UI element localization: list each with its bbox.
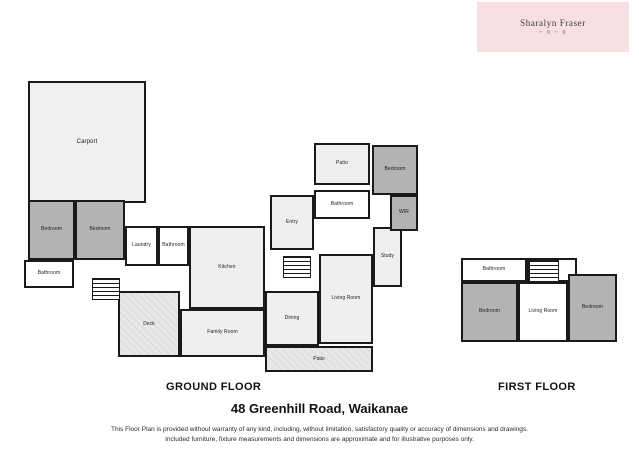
room-label: Living Room xyxy=(331,295,361,302)
room-study xyxy=(373,227,402,287)
room-bedroom-2 xyxy=(75,200,125,260)
room-carport xyxy=(28,81,146,203)
outdoor-patio-lower xyxy=(265,346,373,372)
room-ff-living-room xyxy=(518,282,568,342)
room-label: Entry xyxy=(285,218,299,225)
room-label: WIR xyxy=(398,209,410,216)
room-label: Bedroom xyxy=(582,304,603,311)
room-bathroom-2 xyxy=(158,226,189,266)
stairs-ground-left xyxy=(92,278,120,300)
stairs-first xyxy=(529,260,559,282)
brand-plate xyxy=(477,2,629,52)
room-family-room xyxy=(180,309,265,357)
room-ff-bedroom-2 xyxy=(568,274,617,342)
room-label: Carport xyxy=(76,138,98,145)
ground-floor-caption: GROUND FLOOR xyxy=(166,381,262,393)
first-floor-caption: FIRST FLOOR xyxy=(498,381,576,393)
room-kitchen xyxy=(189,226,265,309)
room-label: Patio xyxy=(336,160,348,167)
floor-plan-canvas xyxy=(0,60,639,370)
room-label: Dining xyxy=(284,314,300,321)
room-label: Bedroom xyxy=(384,166,406,173)
room-ff-bedroom-1 xyxy=(461,282,518,342)
property-address: 48 Greenhill Road, Waikanae xyxy=(230,401,409,416)
room-label: Bedroom xyxy=(479,308,500,315)
outdoor-label: Patio xyxy=(313,356,325,362)
room-label: Living Room xyxy=(528,308,558,315)
room-label: Study xyxy=(380,253,395,260)
room-laundry xyxy=(125,226,158,266)
room-label: Bedroom xyxy=(41,226,62,233)
room-label: Laundry xyxy=(132,242,151,249)
room-label: Bathroom xyxy=(330,200,354,207)
room-living-room xyxy=(319,254,373,344)
room-label: Bathroom xyxy=(482,266,506,273)
stairs-ground-mid xyxy=(283,256,311,278)
room-label: Family Room xyxy=(207,329,238,336)
outdoor-label: Deck xyxy=(143,321,155,327)
room-label: Bathroom xyxy=(162,242,185,249)
brand-tagline: ~ 9 ~ 9 xyxy=(538,30,568,36)
room-patio-upper xyxy=(314,143,370,185)
disclaimer-line-1: This Floor Plan is provided without warranty of any kind, including, without limitation, satisfactory quality or accuracy of dimensions and drawings. xyxy=(111,426,528,433)
outdoor-deck xyxy=(118,291,180,357)
room-dining xyxy=(265,291,319,346)
room-bedroom-3 xyxy=(372,145,418,195)
room-bathroom-gf xyxy=(24,260,74,288)
brand-name: Sharalyn Fraser xyxy=(520,18,586,28)
room-label: Bathroom xyxy=(37,270,61,277)
disclaimer xyxy=(0,425,639,445)
room-ff-bathroom xyxy=(461,258,527,282)
room-bathroom-3 xyxy=(314,190,370,219)
room-entry xyxy=(270,195,314,250)
room-wir xyxy=(390,195,418,231)
room-bedroom-1 xyxy=(28,200,75,260)
room-label: Bedroom xyxy=(89,226,111,233)
room-label: Kitchen xyxy=(218,263,236,270)
disclaimer-line-2: Included furniture, fixture measurements and dimensions are approximate and for illustrative purposes only. xyxy=(165,436,474,444)
